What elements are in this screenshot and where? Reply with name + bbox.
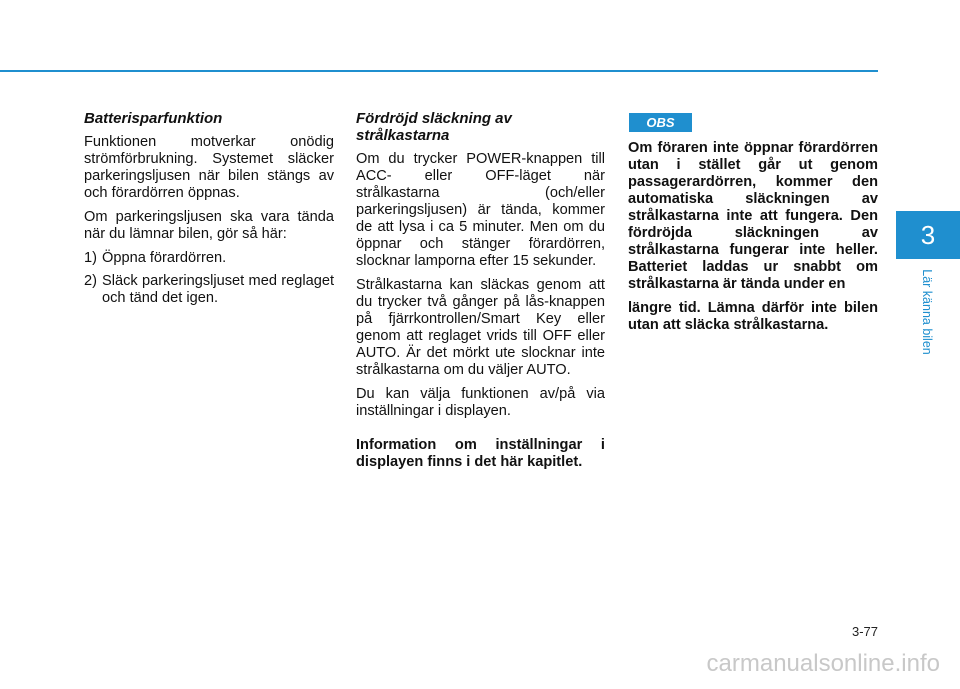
paragraph: Du kan välja funktionen av/på via inställningar i displayen. bbox=[356, 386, 605, 419]
section-heading-battery-saver: Batterisparfunktion bbox=[84, 110, 223, 127]
paragraph: Om parkeringsljusen ska vara tända när du lämnar bilen, gör så här: bbox=[84, 209, 334, 242]
paragraph-bold: längre tid. Lämna därför inte bilen utan att släcka strålkastarna. bbox=[628, 300, 878, 333]
obs-badge: OBS bbox=[629, 113, 692, 132]
chapter-tab: 3 bbox=[896, 211, 960, 259]
column-battery-saver bbox=[84, 110, 334, 313]
column-obs-note bbox=[628, 140, 878, 341]
watermark-text: carmanualsonline.info bbox=[706, 650, 940, 677]
chapter-side-title: Lär känna bilen bbox=[920, 269, 934, 355]
page-number: 3-77 bbox=[851, 624, 878, 639]
list-text: Släck parkeringsljuset med reglaget och tänd det igen. bbox=[102, 273, 334, 306]
paragraph: Om du trycker POWER-knappen till ACC- eller OFF-läget när strålkastarna (och/eller parkeringsljusen) är tända, kommer de att lysa i ca 5 minuter. Men om du öppnar och stänger förardörren, slocknar lamporna efter 15 sekunder. bbox=[356, 151, 605, 269]
header-rule bbox=[0, 70, 878, 72]
list-item bbox=[84, 273, 334, 307]
list-text: Öppna förardörren. bbox=[102, 250, 227, 266]
paragraph-bold: Om föraren inte öppnar förardörren utan i stället går ut genom passagerardörren, kommer den automatiska släckningen av strålkastarna inte att fungera. Den fördröjda släckningen av strålkastarna fungerar inte heller. Batteriet laddas ur snabbt om strålkastarna är tända under en bbox=[628, 140, 878, 292]
paragraph-bold: Information om inställningar i displayen finns i det här kapitlet. bbox=[356, 437, 605, 470]
paragraph: Funktionen motverkar onödig strömförbrukning. Systemet släcker parkeringsljusen när bilen stängs av och förardörren öppnas. bbox=[84, 134, 334, 201]
section-heading-delayed-headlights: Fördröjd släckning av strålkastarna bbox=[356, 110, 512, 144]
list-number: 2) bbox=[84, 273, 97, 289]
list-item bbox=[84, 250, 334, 267]
list-number: 1) bbox=[84, 250, 97, 266]
paragraph: Strålkastarna kan släckas genom att du trycker två gånger på lås-knappen på fjärrkontrollen/Smart Key eller genom att reglaget vrids till OFF eller AUTO. Är det mörkt ute slocknar inte strålkastarna om du väljer AUTO. bbox=[356, 277, 605, 378]
column-delayed-headlights bbox=[356, 110, 605, 478]
